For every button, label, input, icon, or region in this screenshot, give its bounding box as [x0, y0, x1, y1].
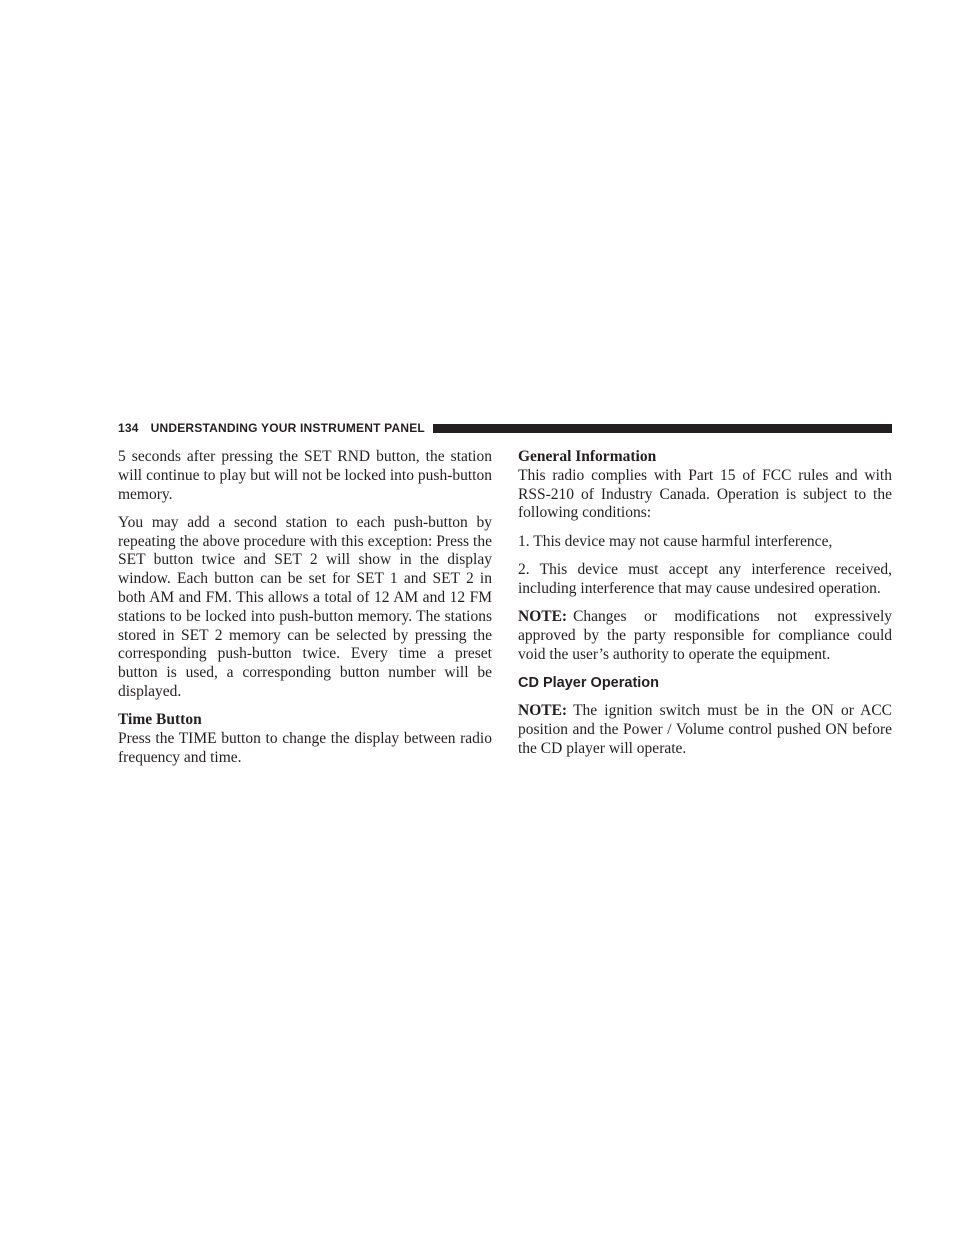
- note-label: NOTE:: [518, 702, 568, 720]
- condition-1: 1. This device may not cause harmful interference,: [518, 532, 833, 550]
- note-label: NOTE:: [518, 608, 568, 626]
- note-modifications-text: Changes or modifications not expressively approved by the party responsible for compliance could void the user’s authority to operate the equipment.: [518, 608, 892, 663]
- paragraph-time-button: Press the TIME button to change the display between radio frequency and time.: [118, 730, 492, 766]
- note-ignition: [518, 702, 892, 758]
- paragraph-second-station: You may add a second station to each push-button by repeating the above procedure with this exception: Press the SET button twice and SET 2 will show in the display window. Each button can be set for SET 1 and SET 2 in both AM and FM. This allows a total of 12 AM and 12 FM stations to be locked into push-button memory. The stations stored in SET 2 memory can be selected by pressing the corresponding push-button twice. Every time a preset button is used, a corresponding button number will be displayed.: [118, 513, 492, 701]
- cd-player-operation-heading: CD Player Operation: [518, 674, 660, 691]
- header-rule-bar: [433, 424, 892, 433]
- page-header: [118, 420, 892, 436]
- paragraph-general-information: This radio complies with Part 15 of FCC rules and with RSS-210 of Industry Canada. Operation is subject to the following conditions:: [518, 466, 892, 522]
- note-modifications: [518, 608, 892, 664]
- time-button-heading: Time Button: [118, 711, 202, 729]
- paragraph-set-rnd: 5 seconds after pressing the SET RND button, the station will continue to play but will not be locked into push-button memory.: [118, 448, 492, 503]
- note-ignition-text: The ignition switch must be in the ON or ACC position and the Power / Volume control pushed ON before the CD player will operate.: [518, 702, 892, 757]
- left-column: [118, 448, 492, 777]
- section-title: UNDERSTANDING YOUR INSTRUMENT PANEL: [150, 421, 425, 435]
- general-information-heading: General Information: [518, 448, 657, 465]
- right-column: [518, 448, 892, 768]
- page-number: 134: [118, 421, 139, 435]
- condition-2: 2. This device must accept any interference received, including interference that may cause undesired operation.: [518, 560, 892, 597]
